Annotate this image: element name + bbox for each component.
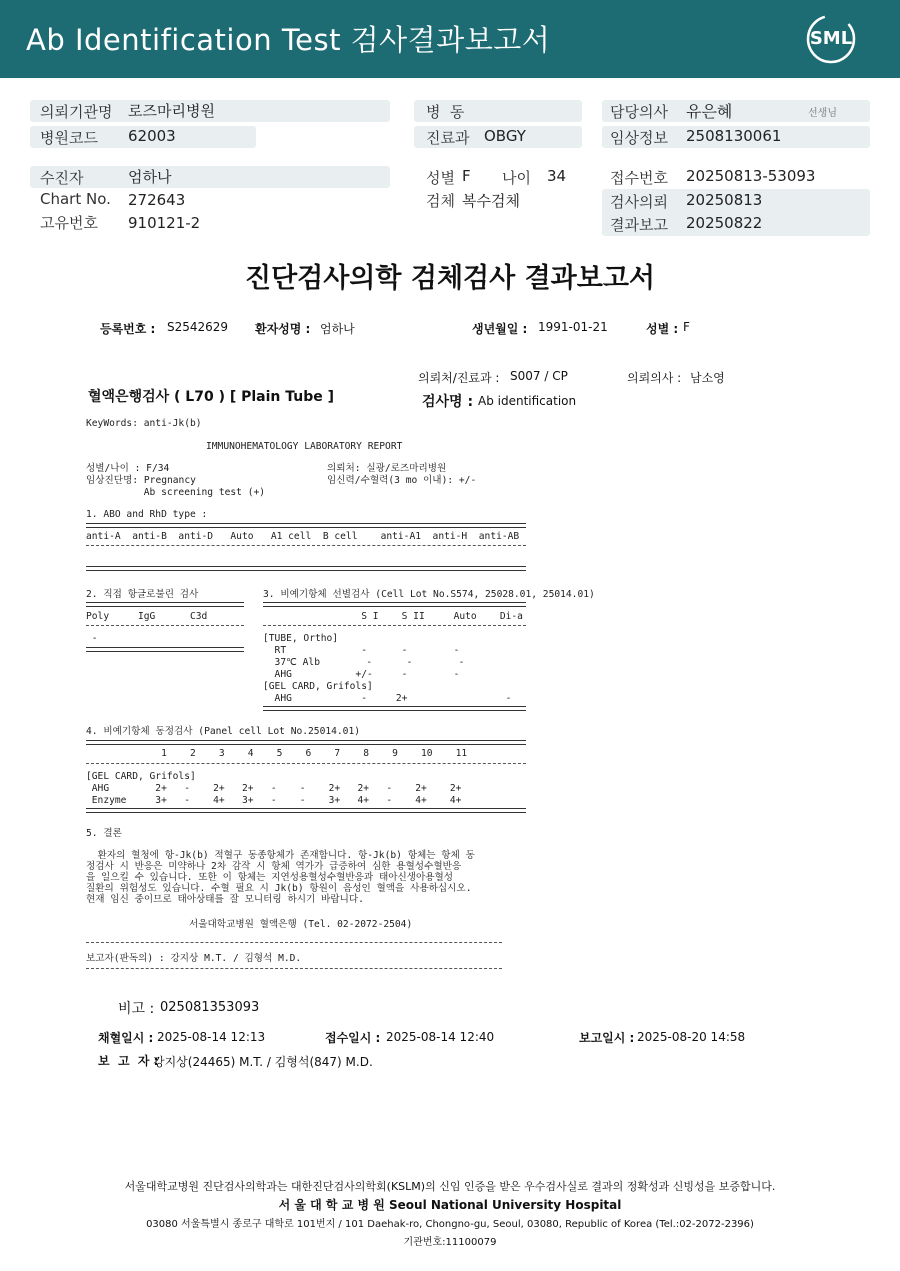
doc-doctor-value: 남소영	[690, 371, 725, 385]
requester: 의뢰처: 실광/로즈마리병원	[327, 463, 447, 474]
sex-label: 성별	[426, 169, 455, 187]
specimen-label: 검체	[426, 192, 455, 210]
section-2-title: 2. 직접 항글로불린 검사	[86, 589, 199, 600]
patient-value: 엄하나	[128, 168, 172, 186]
receipt-value: 20250813-53093	[686, 167, 816, 185]
screening-row: 37℃ Alb - - -	[263, 657, 465, 668]
blood-bank-contact: 서울대학교병원 혈액은행 (Tel. 02-2072-2504)	[189, 919, 413, 930]
remark-value: 025081353093	[160, 1000, 260, 1015]
conclusion-line: 질환의 위험성도 있습니다. 수혈 필요 시 Jk(b) 항원이 음성인 혈액을 사용하십시오.	[86, 883, 472, 894]
document-title: 진단검사의학 검체검사 결과보고서	[244, 263, 656, 294]
conclusion-line: 정검사 시 반응은 미약하나 2차 감작 시 항체 역가가 급증하여 심한 용혈성수혈반응	[86, 861, 462, 872]
panel-row: AHG 2+ - 2+ 2+ - - 2+ 2+ - 2+ 2+	[86, 783, 462, 794]
clinical-label: 임상정보	[610, 129, 668, 147]
double-rule	[86, 523, 526, 528]
hospital-code-value: 62003	[128, 127, 176, 145]
diagnosis: 임상진단명: Pregnancy	[86, 475, 196, 486]
name-value: 엄하나	[320, 322, 355, 336]
panel-row: [GEL CARD, Grifols]	[86, 771, 196, 782]
header-bar	[0, 0, 900, 78]
panel-row: Enzyme 3+ - 4+ 3+ - - 3+ 4+ - 4+ 4+	[86, 795, 462, 806]
unique-label: 고유번호	[40, 214, 98, 232]
collect-value: 2025-08-14 12:13	[157, 1030, 266, 1044]
dat-value: -	[86, 633, 98, 644]
sex-age: 성별/나이 : F/34	[86, 463, 170, 474]
collect-label: 채혈일시 :	[98, 1031, 154, 1045]
doc-sex-value: F	[683, 320, 690, 334]
receipt-time-value: 2025-08-14 12:40	[386, 1030, 495, 1044]
doc-doctor-label: 의뢰의사 :	[627, 371, 682, 385]
doc-dept-value: S007 / CP	[510, 369, 568, 383]
institution-value: 로즈마리병원	[128, 102, 215, 120]
screening-row: [TUBE, Ortho]	[263, 633, 339, 644]
double-rule	[86, 602, 244, 607]
doctor-suffix: 선생님	[808, 108, 837, 119]
double-rule	[263, 602, 526, 607]
age-label: 나이	[502, 169, 531, 187]
report-label: 결과보고	[610, 216, 668, 234]
abo-header: anti-A anti-B anti-D Auto A1 cell B cell anti-A1 anti-H anti-AB	[86, 531, 520, 542]
receipt-label: 접수번호	[610, 169, 668, 187]
dashed-rule	[86, 968, 502, 969]
conclusion-line: 환자의 혈청에 항-Jk(b) 적혈구 동종항체가 존재합니다. 항-Jk(b) 항체는 항체 동	[86, 850, 475, 861]
footer-certification: 서울대학교병원 진단검사의학과는 대한진단검사의학회(KSLM)의 신임 인증을 받은 우수검사실로 결과의 정확성과 신빙성을 보증합니다.	[124, 1180, 776, 1193]
footer-hospital-name: 서 울 대 학 교 병 원 Seoul National University Hospital	[278, 1198, 622, 1212]
screening-result: Ab screening test (+)	[86, 487, 266, 498]
sml-logo	[804, 12, 858, 66]
dashed-rule	[263, 625, 526, 626]
double-rule	[86, 740, 526, 745]
footer-address: 03080 서울특별시 종로구 대학로 101번지 / 101 Daehak-ro, Chongno-gu, Seoul, 03080, Republic of Korea (Tel.:02-2072-2396)	[146, 1219, 754, 1230]
doc-sex-label: 성별 :	[646, 322, 679, 336]
reporter-label: 보 고 자 :	[98, 1054, 159, 1068]
double-rule	[86, 566, 526, 571]
receipt-time-label: 접수일시 :	[325, 1031, 381, 1045]
screening-row: AHG +/- - -	[263, 669, 460, 680]
screening-row: [GEL CARD, Grifols]	[263, 681, 373, 692]
lab-title: IMMUNOHEMATOLOGY LABORATORY REPORT	[206, 441, 403, 452]
doc-dept-label: 의뢰처/진료과 :	[418, 371, 500, 385]
test-name-value: Ab identification	[478, 394, 577, 408]
section-3-title: 3. 비예기항체 선별검사 (Cell Lot No.S574, 25028.01, 25014.01)	[263, 589, 595, 600]
clinical-value: 2508130061	[686, 127, 782, 145]
dept-value: OBGY	[484, 127, 526, 145]
remark-label: 비고 :	[118, 1001, 155, 1017]
double-rule	[263, 706, 526, 711]
request-value: 20250813	[686, 191, 763, 209]
logo-text: SML	[809, 28, 853, 49]
hospital-code-label: 병원코드	[40, 129, 98, 147]
field-bg	[30, 166, 390, 188]
reg-label: 등록번호 :	[100, 322, 156, 336]
report-reporter: 보고자(판독의) : 강지상 M.T. / 김형석 M.D.	[86, 953, 302, 964]
test-name-label: 검사명 :	[422, 394, 474, 410]
reporter-value: 강지상(24465) M.T. / 김형석(847) M.D.	[153, 1055, 373, 1069]
dashed-rule	[86, 763, 526, 764]
specimen-value: 복수검체	[462, 192, 520, 210]
institution-label: 의뢰기관명	[40, 103, 113, 121]
section-4-title: 4. 비예기항체 동정검사 (Panel cell Lot No.25014.01)	[86, 726, 361, 737]
dat-header: Poly IgG C3d	[86, 611, 208, 622]
footer-institution-number: 기관번호:11100079	[403, 1237, 497, 1248]
name-label: 환자성명 :	[255, 322, 311, 336]
test-group: 혈액은행검사 ( L70 ) [ Plain Tube ]	[88, 389, 335, 405]
patient-label: 수진자	[40, 169, 84, 187]
double-rule	[86, 647, 244, 652]
report-time-value: 2025-08-20 14:58	[637, 1030, 746, 1044]
unique-value: 910121-2	[128, 214, 201, 232]
chart-label: Chart No.	[40, 190, 111, 208]
reg-value: S2542629	[167, 320, 229, 334]
section-5-title: 5. 결론	[86, 828, 122, 839]
doctor-value: 유은혜	[686, 102, 733, 121]
keywords: KeyWords: anti-Jk(b)	[86, 418, 202, 429]
doctor-label: 담당의사	[610, 103, 668, 121]
section-1-title: 1. ABO and RhD type :	[86, 509, 208, 520]
request-label: 검사의뢰	[610, 193, 668, 211]
dashed-rule	[86, 942, 502, 943]
screening-row: RT - - -	[263, 645, 460, 656]
chart-value: 272643	[128, 191, 186, 209]
pregnancy-history: 임신력/수혈력(3 mo 이내): +/-	[327, 475, 477, 486]
screening-row: AHG - 2+ -	[263, 693, 512, 704]
dob-label: 생년월일 :	[472, 322, 528, 336]
ward-label: 병 동	[426, 103, 465, 121]
report-time-label: 보고일시 :	[579, 1031, 635, 1045]
dashed-rule	[86, 545, 526, 546]
dob-value: 1991-01-21	[538, 320, 608, 334]
report-title: Ab Identification Test 검사결과보고서	[26, 23, 551, 57]
dashed-rule	[86, 625, 244, 626]
double-rule	[86, 808, 526, 813]
sex-value: F	[462, 167, 471, 185]
report-value: 20250822	[686, 214, 763, 232]
conclusion-line: 을 일으킬 수 있습니다. 또한 이 항체는 지연성용혈성수혈반응과 태아신생아용혈성	[86, 872, 454, 883]
conclusion-line: 현재 임신 중이므로 태아상태를 잘 모니터링 하시기 바랍니다.	[86, 894, 364, 905]
screening-header: S I S II Auto Di-a	[263, 611, 523, 622]
dept-label: 진료과	[426, 129, 470, 147]
panel-header: 1 2 3 4 5 6 7 8 9 10 11	[86, 748, 468, 759]
age-value: 34	[547, 167, 567, 185]
